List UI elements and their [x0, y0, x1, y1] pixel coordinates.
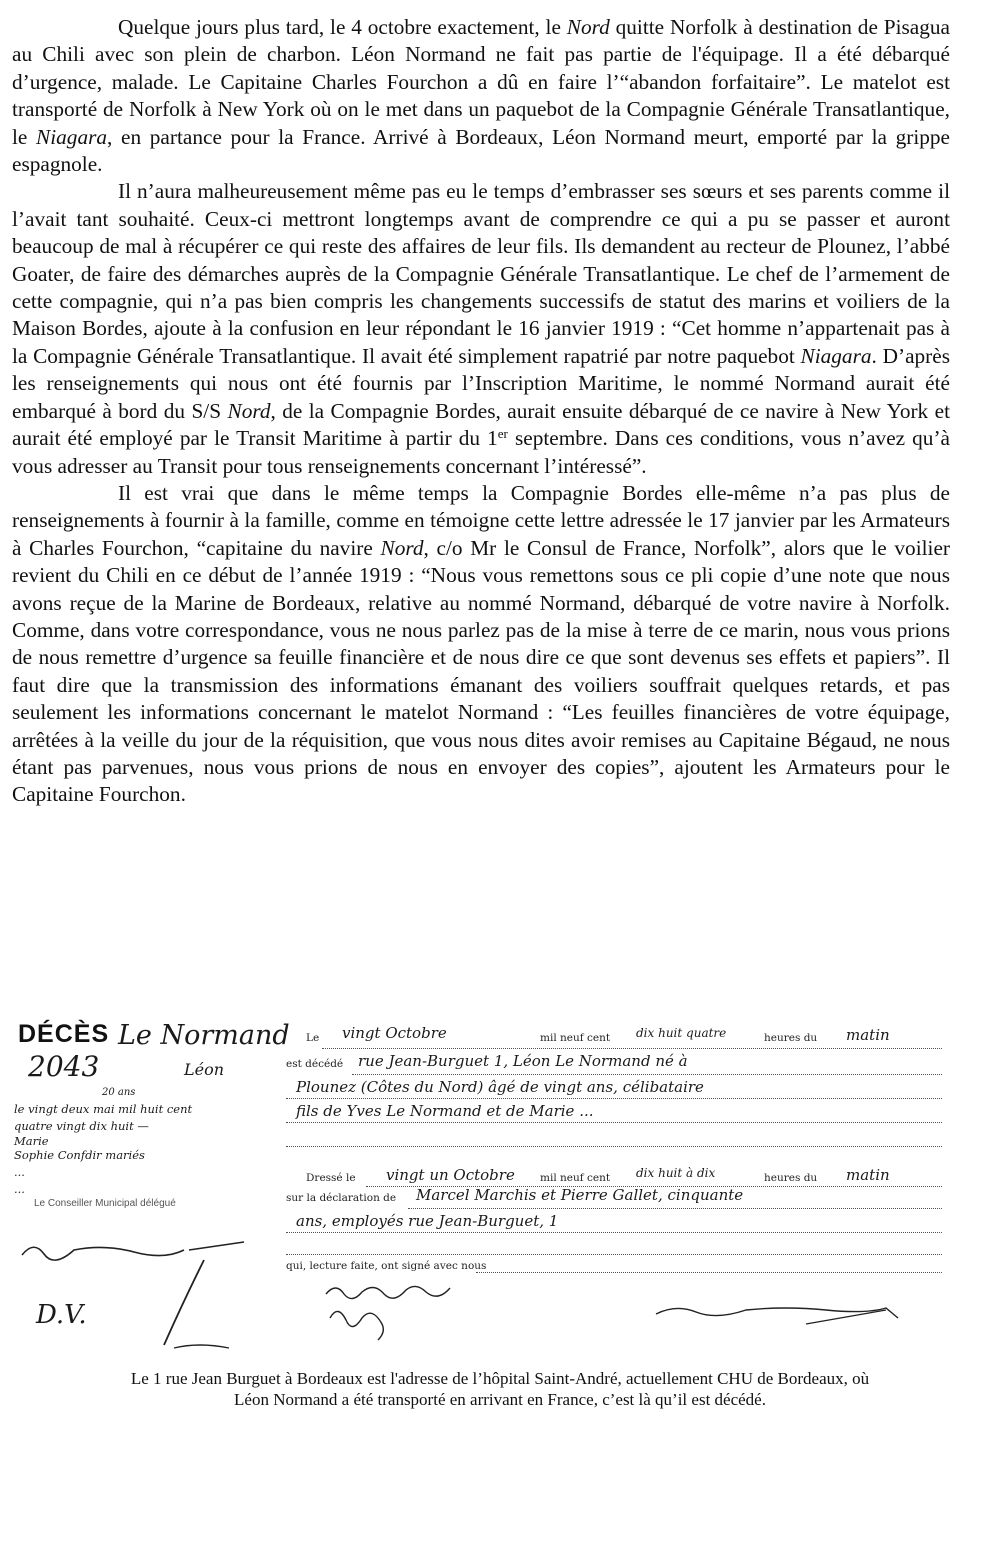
record-title: DÉCÈS [18, 1020, 110, 1048]
ship-name-niagara: Niagara [800, 343, 872, 368]
form-declarants: Marcel Marchis et Pierre Gallet, cinquante [416, 1186, 744, 1204]
margin-note: 20 ans [102, 1087, 136, 1098]
form-day: vingt Octobre [342, 1024, 447, 1042]
form-parents: fils de Yves Le Normand et de Marie ... [296, 1102, 594, 1120]
margin-note: Marie [14, 1134, 49, 1148]
form-label: mil neuf cent [540, 1172, 611, 1184]
record-form [286, 1020, 954, 1360]
form-label: est décédé [286, 1058, 344, 1070]
signature-left [14, 1220, 274, 1360]
form-label: sur la déclaration de [286, 1192, 397, 1204]
caption-line: Le 1 rue Jean Burguet à Bordeaux est l'adresse de l’hôpital Saint-André, actuellement CHU de Bordeaux, où [130, 1369, 870, 1388]
paragraph-1: Quelque jours plus tard, le 4 octobre exactement, le Nord quitte Norfolk à destination de Pisagua au Chili avec son plein de charbon. Léon Normand ne fait pas partie de l'équipage. Il a été débarqué d’urgence, malade. Le Capitaine Charles Fourchon a dû en faire l’“abandon forfaitaire”. Le matelot est transporté de Norfolk à New York où on le met dans un paquebot de la Compagnie Générale Transatlantique, le Niagara, en partance pour la France. Arrivé à Bordeaux, Léon Normand meurt, emporté par la grippe espagnole. [12, 15, 950, 177]
caption-line: Léon Normand a été transporté en arrivant en France, c’est là qu’il est décédé. [234, 1390, 766, 1409]
paragraph-2: Il n’aura malheureusement même pas eu le temps d’embrasser ses sœurs et ses parents comme il l’avait tant souhaité. Ceux-ci mettront longtemps avant de comprendre ce qui a pu se passer et auront beaucoup de mal à récupérer ce qui reste des affaires de leur fils. Ils demandent au recteur de Plounez, l’abbé Goater, de faire des démarches auprès de la Compagnie Générale Transatlantique. Le chef de l’armement de cette compagnie, qui n’a pas bien compris les changements successifs de statut des marins et voiliers de la Maison Bordes, ajoute à la confusion en leur répondant le 16 janvier 1919 : “Cet homme n’appartenait pas à la Compagnie Générale Transatlantique. Il avait été simplement rapatrié par notre paquebot Niagara. D’après les renseignements qui nous ont été fournis par l’Inscription Maritime, le nommé Normand aurait été embarqué à bord du S/S Nord, de la Compagnie Bordes, aurait ensuite débarqué de ce navire à New York et aurait été employé par le Transit Maritime à partir du 1er septembre. Dans ces conditions, vous n’avez qu’à vous adresser au Transit pour tous renseignements concernant l’intéressé”. [12, 179, 951, 478]
margin-notes [14, 1084, 264, 1198]
form-label: qui, lecture faite, ont signé avec nous [286, 1260, 487, 1272]
death-record-scan [14, 1020, 954, 1360]
form-label: Le [306, 1032, 320, 1044]
record-surname: Le Normand [118, 1020, 290, 1051]
signatures-right [286, 1274, 954, 1360]
form-label: heures du [764, 1172, 818, 1184]
record-number: 2043 [28, 1050, 100, 1083]
form-period: matin [846, 1026, 890, 1044]
margin-note: ... [14, 1182, 25, 1196]
ship-name-nord: Nord [380, 535, 424, 560]
form-period2: matin [846, 1166, 890, 1184]
record-first-name: Léon [184, 1060, 225, 1079]
ship-name-niagara: Niagara [36, 124, 108, 149]
record-initials: D.V. [36, 1300, 87, 1330]
form-birthplace: Plounez (Côtes du Nord) âgé de vingt ans, célibataire [296, 1078, 704, 1096]
form-place: rue Jean-Burguet 1, Léon Le Normand né à [358, 1052, 688, 1070]
ship-name-nord: Nord [566, 15, 610, 39]
margin-note: quatre vingt dix huit — [14, 1119, 149, 1133]
paragraph-3: Il est vrai que dans le même temps la Compagnie Bordes elle-même n’a pas plus de renseignements à fournir à la famille, comme en témoigne cette lettre adressée le 17 janvier par les Armateurs à Charles Fourchon, “capitaine du navire Nord, c/o Mr le Consul de France, Norfolk”, alors que le voilier revient du Chili en ce début de l’année 1919 : “Nous vous remettons sous ce pli copie d’une note que nous avons reçue de la Marine de Bordeaux, relative au nommé Normand, débarqué de votre navire à Norfolk. Comme, dans votre correspondance, vous ne nous parlez pas de la mise à terre de ce marin, nous vous prions de nous remettre d’urgence sa feuille financière et de nous dire ce que sont devenus ses effets et papiers”. Il faut dire que la transmission des informations émanant des voiliers souffrait quelques retards, et pas seulement les informations concernant le matelot Normand : “Les feuilles financières de votre équipage, arrêtées à la veille du jour de la réquisition, que vous nous dites avoir remises au Capitaine Bégaud, ne nous étant pas parvenues, nous vous prions de nous en envoyer des copies”, ajoutent les Armateurs pour le Capitaine Fourchon. [12, 480, 950, 807]
ship-name-nord: Nord [227, 398, 271, 423]
margin-note: le vingt deux mai mil huit cent [14, 1102, 193, 1116]
form-day2: vingt un Octobre [386, 1166, 515, 1184]
conseiller-label: Le Conseiller Municipal délégué [34, 1198, 176, 1209]
form-declarants-address: ans, employés rue Jean-Burguet, 1 [296, 1212, 559, 1230]
form-year2: dix huit à dix [636, 1166, 716, 1180]
form-label: Dressé le [306, 1172, 356, 1184]
image-caption [0, 1368, 1000, 1410]
form-label: heures du [764, 1032, 818, 1044]
margin-note: Sophie Confdir mariés [14, 1148, 145, 1162]
form-label: mil neuf cent [540, 1032, 611, 1044]
margin-note: ... [14, 1165, 25, 1179]
body-text [12, 14, 950, 809]
form-year: dix huit quatre [636, 1026, 727, 1040]
